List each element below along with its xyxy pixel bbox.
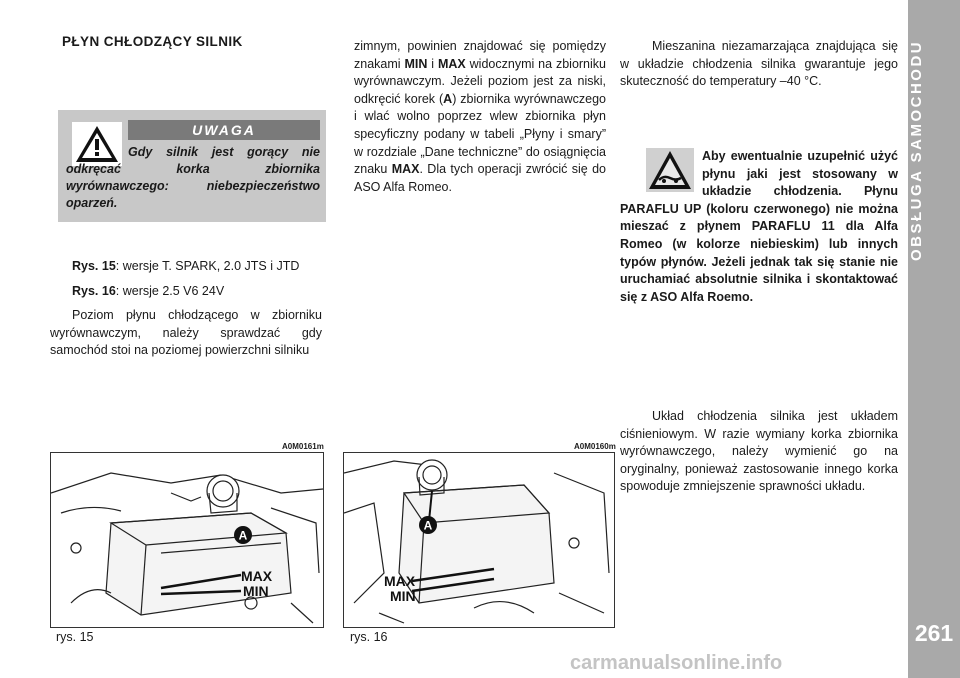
max-callout: MAX xyxy=(241,568,273,584)
coolant-note-text: Aby ewentualnie uzupełnić użyć płynu jaki jest stosowany w układzie chłodzenia. Płynu PARAFLU UP (koloru czerwonego) nie można mieszać z płynem PARAFLU 11 dla Alfa Romeo (w kolorze niebieskim) lub innych typów płynów. Jeżeli jednak tak się stanie nie uruchamiać absolutnie silnika i skontaktować się z ASO Alfa Roemo. xyxy=(620,149,898,304)
watermark-text: carmanualsonline.info xyxy=(570,652,783,674)
rys16-text: : wersje 2.5 V6 24V xyxy=(115,283,225,298)
warning-label: UWAGA xyxy=(128,120,320,140)
svg-text:A: A xyxy=(238,528,248,543)
rys15-label: Rys. 15 xyxy=(72,259,116,273)
coolant-note xyxy=(620,148,898,306)
pressure-system-paragraph: Układ chłodzenia silnika jest układem ciśnieniowym. W razie wymiany korka zbiornika wyrównawczego, należy wymienić go na oryginalny, ponieważ zastosowanie innego korka spowoduje zmniejszenie sprawności układu. xyxy=(620,409,898,494)
figure-16-code: A0M0160m xyxy=(574,442,616,451)
rys15-text: : wersje T. SPARK, 2.0 JTS i JTD xyxy=(115,259,300,273)
figure-16-caption: rys. 16 xyxy=(350,630,388,644)
figure-references xyxy=(50,258,322,360)
section-sidebar xyxy=(908,0,960,678)
antifreeze-paragraph: Mieszanina niezamarzająca znajdująca się w układzie chłodzenia silnika gwarantuje jego skuteczność do temperatury –40 °C. xyxy=(620,39,898,89)
cap-reference: A xyxy=(443,91,453,106)
max-mark: MAX xyxy=(437,56,466,71)
figure-16-illustration xyxy=(343,452,615,628)
warning-text: Gdy silnik jest gorący nie odkręcać korka zbiornika wyrównawczego: niebezpieczeństwo oparzeń. xyxy=(66,145,320,210)
column-2-text: zimnym, powinien znajdować się pomiędzy znakami MIN i MAX widocznymi na zbiorniku wyrównawczym. Jeżeli poziom jest za niski, odkręcić korek (A) zbiornika wyrównawczego i wlać wolno poprzez wlew zbiornika płyn specyficzny podany w tabeli „Płyny i smary” w rozdziale „Dane techniczne” do osiągnięcia znaku MAX. Dla tych operacji zwrócić się do ASO Alfa Romeo. xyxy=(354,39,606,194)
min-callout: MIN xyxy=(243,583,269,599)
figure-15-code: A0M0161m xyxy=(282,442,324,451)
page-number: 261 xyxy=(914,620,954,646)
warning-box xyxy=(58,110,326,222)
figure-15-illustration xyxy=(50,452,324,628)
min-callout-16: MIN xyxy=(390,588,416,604)
coolant-warning-icon xyxy=(646,148,694,192)
coolant-level-paragraph: Poziom płynu chłodzącego w zbiorniku wyrównawczym, należy sprawdzać gdy samochód stoi na poziomej powierzchni silniku xyxy=(50,308,322,358)
page-heading: PŁYN CHŁODZĄCY SILNIK xyxy=(62,34,243,49)
section-title: OBSŁUGA SAMOCHODU xyxy=(908,39,925,261)
min-mark: MIN xyxy=(404,56,428,71)
max-callout-16: MAX xyxy=(384,573,416,589)
rys16-label: Rys. 16 xyxy=(72,283,116,298)
svg-text:A: A xyxy=(423,518,433,533)
max-mark-2: MAX xyxy=(391,162,420,177)
figure-15-caption: rys. 15 xyxy=(56,630,94,644)
